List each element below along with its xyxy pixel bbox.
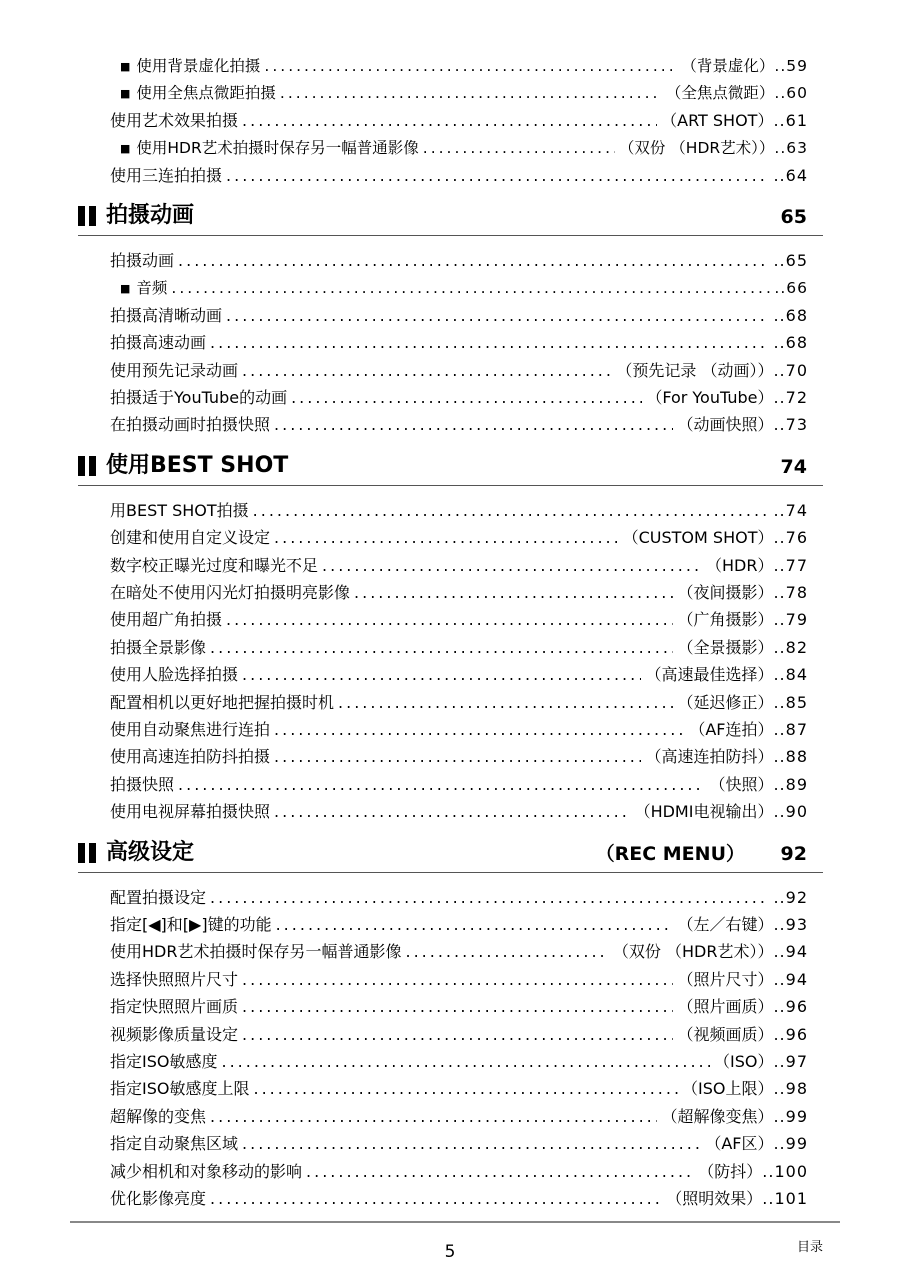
dot-leader [242,361,612,381]
page-dots: .. [773,1052,786,1071]
toc-entry-page: 94 [785,969,808,989]
toc-entry-label: 使用自动聚焦进行连拍 [110,720,271,739]
dot-leader [405,942,608,962]
toc-entry[interactable] [120,56,808,78]
section-page: 92 [780,842,807,865]
toc-entry-tag: （全景摄影） [677,637,774,657]
footer-divider [70,1221,840,1223]
toc-entry[interactable] [110,1134,808,1154]
page-dots: .. [773,637,786,657]
toc-entry-page: 96 [785,1024,808,1044]
toc-entry-tag: （动画快照） [677,415,774,435]
toc-entry-tag: （延迟修正） [677,692,774,712]
toc-entry-tag: （夜间摄影） [677,583,774,602]
toc-entry-tag: （左／右键） [677,915,774,934]
section-heading[interactable] [78,201,823,236]
dot-leader [276,915,674,935]
toc-entry[interactable] [120,278,808,300]
toc-entry-label: 使用人脸选择拍摄 [110,665,239,685]
toc-entry-label: 指定ISO敏感度 [110,1052,218,1071]
toc-entry-page: 99 [785,1106,808,1126]
toc-entry-tag: （AF区） [705,1134,774,1154]
dot-leader [274,415,673,435]
toc-entry-label: 使用预先记录动画 [110,360,239,380]
toc-entry[interactable] [110,361,808,381]
toc-entry-page: 90 [785,802,808,822]
toc-entry-label: 音频 [136,279,168,298]
toc-entry[interactable] [110,166,808,186]
toc-entry-label: 拍摄全景影像 [110,637,207,657]
toc-entry-page: 59 [786,57,808,75]
toc-entry-tag: （高速最佳选择） [645,665,774,685]
section-marker-icon [78,456,100,476]
toc-entry-tag: （视频画质） [677,1024,774,1044]
bullet-icon: ■ [120,87,131,101]
toc-entry-page: 98 [785,1079,808,1099]
toc-entry-tag: （ART SHOT） [661,110,774,130]
page-dots: .. [773,165,786,185]
toc-entry-label: 指定ISO敏感度上限 [110,1079,250,1099]
toc-entry[interactable] [110,747,808,767]
toc-entry[interactable] [110,888,808,908]
toc-entry-label: 视频影像质量设定 [110,1024,239,1044]
dot-leader [210,1107,657,1127]
toc-entry-page: 74 [785,500,808,520]
toc-entry-page: 79 [785,610,808,630]
toc-entry-page: 76 [785,528,808,548]
dot-leader [242,665,641,685]
toc-entry[interactable] [110,997,808,1017]
page-dots: .. [774,139,787,158]
page-dots: .. [774,57,787,75]
dot-leader [210,1189,662,1209]
toc-entry-page: 77 [785,555,808,575]
dot-leader [253,501,770,521]
toc-entry[interactable] [110,610,808,630]
toc-entry-page: 68 [785,305,808,325]
dot-leader [242,1134,701,1154]
dot-leader [242,997,673,1017]
page-dots: .. [773,610,786,630]
toc-entry-tag: （广角摄影） [677,610,774,630]
page-dots: .. [773,415,786,435]
toc-entry-label: 使用艺术效果拍摄 [110,110,239,130]
page-dots: .. [773,887,786,907]
section-title: 高级设定 [106,839,195,865]
toc-entry-tag: （双份 （HDR艺术）） [612,942,774,962]
toc-entry-label: 使用HDR艺术拍摄时保存另一幅普通影像 [136,139,419,158]
page-dots: .. [773,747,786,767]
toc-entry-page: 64 [785,165,808,185]
toc-entry-page: 68 [785,333,808,353]
page-dots: .. [773,1024,786,1044]
toc-entry-label: 指定自动聚焦区域 [110,1134,239,1154]
page-dots: .. [774,279,787,298]
dot-leader [178,775,705,795]
dot-leader [226,610,673,630]
toc-entry[interactable] [110,942,808,962]
toc-entry-page: 97 [785,1052,808,1071]
page-dots: .. [762,1161,775,1181]
page-number: 5 [444,1242,456,1262]
dot-leader [226,166,769,186]
toc-entry-tag: （预先记录 （动画）） [616,360,774,380]
toc-entry[interactable] [110,970,808,990]
toc-entry[interactable] [110,1189,808,1209]
toc-entry[interactable] [110,693,808,713]
toc-entry-label: 数字校正曝光过度和曝光不足 [110,555,319,575]
page-dots: .. [773,360,786,380]
toc-entry-label: 指定快照照片画质 [110,997,239,1017]
dot-leader [210,638,673,658]
toc-entry[interactable] [110,528,808,548]
toc-entry-page: 89 [785,774,808,794]
toc-entry[interactable] [110,720,808,740]
page-dots: .. [773,997,786,1017]
toc-entry[interactable] [110,1025,808,1045]
footer-label: 目录 [797,1240,824,1255]
toc-entry[interactable] [110,638,808,658]
dot-leader [354,583,673,603]
toc-entry-label: 使用全焦点微距拍摄 [136,84,276,103]
toc-entry-label: 减少相机和对象移动的影响 [110,1161,303,1181]
page-dots: .. [773,802,786,822]
toc-entry[interactable] [120,138,808,160]
toc-entry-page: 92 [785,887,808,907]
toc-entry-tag: （高速连拍防抖） [645,747,774,767]
toc-entry-tag: （快照） [709,774,774,794]
section-heading[interactable] [78,838,823,873]
toc-entry[interactable] [110,333,808,353]
dot-leader [253,1079,678,1099]
toc-entry-page: 84 [785,665,808,685]
toc-entry-label: 超解像的变焦 [110,1106,207,1126]
section-page: 74 [780,455,807,478]
page-dots: .. [773,528,786,548]
bullet-icon: ■ [120,142,131,156]
toc-entry-page: 85 [785,692,808,712]
toc-entry[interactable] [110,1162,808,1182]
toc-entry-label: 使用HDR艺术拍摄时保存另一幅普通影像 [110,942,402,962]
page-dots: .. [774,84,787,103]
section-page: 65 [780,206,807,228]
dot-leader [280,83,662,103]
toc-entry-label: 选择快照照片尺寸 [110,969,239,989]
dot-leader [274,747,641,767]
toc-entry-page: 66 [786,279,808,298]
dot-leader [338,693,673,713]
page-dots: .. [773,665,786,685]
toc-entry[interactable] [110,388,808,408]
page-dots: .. [773,388,786,407]
toc-entry-page: 73 [785,415,808,435]
dot-leader [242,970,673,990]
toc-entry[interactable] [110,1052,808,1072]
toc-entry-page: 94 [785,942,808,962]
toc-entry[interactable] [110,775,808,795]
dot-leader [322,556,702,576]
toc-entry[interactable] [110,802,808,822]
page-dots: .. [773,692,786,712]
toc-entry-tag: （超解像变焦） [661,1106,774,1126]
toc-entry-page: 87 [785,720,808,739]
toc-entry-page: 99 [785,1134,808,1154]
toc-entry-label: 拍摄动画 [110,251,175,270]
dot-leader [210,333,769,353]
dot-leader [274,528,619,548]
toc-entry-page: 93 [785,915,808,934]
bullet-icon: ■ [120,282,131,296]
section-heading[interactable] [78,451,823,486]
toc-entry[interactable] [110,501,808,521]
page-dots: .. [773,333,786,353]
toc-entry-tag: （全焦点微距） [665,84,775,103]
toc-entry[interactable] [110,1079,808,1099]
toc-entry-label: 使用三连拍拍摄 [110,165,223,185]
toc-entry[interactable] [120,83,808,105]
toc-entry-page: 78 [785,583,808,602]
page-dots: .. [773,555,786,575]
toc-entry-label: 创建和使用自定义设定 [110,528,271,548]
toc-entry-tag: （HDR） [705,555,774,575]
toc-entry-label: 在暗处不使用闪光灯拍摄明亮影像 [110,583,351,602]
toc-entry[interactable] [110,556,808,576]
toc-entry-label: 在拍摄动画时拍摄快照 [110,415,271,435]
page-dots: .. [773,305,786,325]
toc-entry-tag: （照明效果） [666,1189,763,1208]
toc-entry-label: 使用高速连拍防抖拍摄 [110,747,271,767]
toc-entry-page: 60 [786,84,808,103]
dot-leader [291,388,642,408]
page-dots: .. [773,251,786,270]
toc-entry-tag: （防抖） [698,1161,763,1181]
dot-leader [242,111,657,131]
toc-entry[interactable] [110,1107,808,1127]
toc-entry-page: 65 [785,251,808,270]
page-dots: .. [773,915,786,934]
toc-entry-label: 指定[◀]和[▶]键的功能 [110,915,272,934]
toc-entry-tag: （AF连拍） [689,720,774,739]
toc-entry-page: 100 [774,1161,808,1181]
toc-entry-page: 88 [785,747,808,767]
toc-entry-label: 使用背景虚化拍摄 [136,57,261,75]
dot-leader [264,56,677,76]
page-dots: .. [773,720,786,739]
toc-entry-label: 优化影像亮度 [110,1189,207,1208]
toc-entry-page: 101 [774,1189,808,1208]
toc-entry[interactable] [110,415,808,435]
toc-entry-label: 使用电视屏幕拍摄快照 [110,802,271,822]
toc-entry-tag: （CUSTOM SHOT） [622,528,774,548]
page-dots: .. [773,774,786,794]
page-dots: .. [773,1079,786,1099]
toc-entry[interactable] [110,583,808,603]
dot-leader [306,1162,694,1182]
toc-entry-label: 拍摄适于YouTube的动画 [110,388,288,407]
toc-entry-label: 使用超广角拍摄 [110,610,223,630]
section-marker-icon [78,206,100,226]
toc-entry-page: 70 [785,360,808,380]
toc-entry-tag: （ISO） [713,1052,774,1071]
toc-entry-label: 拍摄高清晰动画 [110,305,223,325]
toc-entry-page: 96 [785,997,808,1017]
page-dots: .. [773,110,786,130]
section-title: 拍摄动画 [106,203,195,228]
toc-entry-label: 拍摄快照 [110,774,175,794]
section-marker-icon [78,843,100,863]
page-dots: .. [773,1106,786,1126]
toc-entry-tag: （照片尺寸） [677,969,774,989]
toc-entry-label: 配置拍摄设定 [110,887,207,907]
page-dots: .. [773,1134,786,1154]
toc-entry-label: 拍摄高速动画 [110,333,207,353]
dot-leader [171,278,770,298]
toc-entry-tag: （背景虚化） [681,57,775,75]
toc-entry[interactable] [110,915,808,935]
toc-entry-page: 63 [786,139,808,158]
toc-entry-label: 用BEST SHOT拍摄 [110,500,249,520]
section-tag: （REC MENU） [595,842,745,865]
dot-leader [226,306,769,326]
dot-leader [178,251,769,271]
toc-entry[interactable] [110,251,808,271]
toc-entry[interactable] [110,111,808,131]
section-title: 使用BEST SHOT [106,452,289,478]
page-dots: .. [773,583,786,602]
toc-entry-tag: （HDMI电视输出） [634,802,774,822]
dot-leader [274,720,685,740]
toc-entry-tag: （ISO上限） [681,1079,774,1099]
dot-leader [221,1052,710,1072]
page-dots: .. [762,1189,775,1208]
toc-entry-tag: （照片画质） [677,997,774,1017]
bullet-icon: ■ [120,60,131,73]
page-dots: .. [773,969,786,989]
toc-entry-tag: （双份 （HDR艺术）） [618,139,775,158]
toc-entry-label: 配置相机以更好地把握拍摄时机 [110,692,335,712]
dot-leader [242,1025,673,1045]
page-dots: .. [773,942,786,962]
toc-entry[interactable] [110,306,808,326]
dot-leader [274,802,631,822]
dot-leader [210,888,769,908]
toc-entry-tag: （For YouTube） [646,388,774,407]
dot-leader [423,138,615,158]
page-dots: .. [773,500,786,520]
toc-entry-page: 72 [785,388,808,407]
toc-entry-page: 82 [785,637,808,657]
toc-entry[interactable] [110,665,808,685]
toc-entry-page: 61 [785,110,808,130]
